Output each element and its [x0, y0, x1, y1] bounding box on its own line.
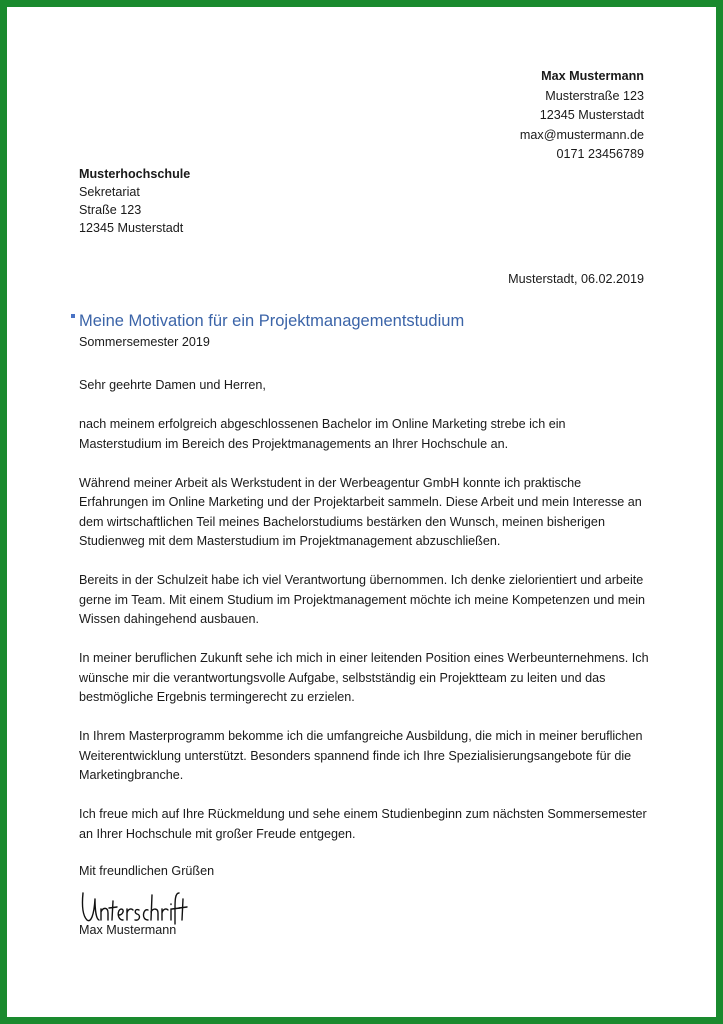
sender-phone: 0171 23456789	[556, 147, 644, 161]
sender-city: 12345 Musterstadt	[539, 108, 644, 122]
sender-name: Max Mustermann	[541, 69, 644, 83]
recipient-name: Musterhochschule	[79, 167, 191, 181]
body-paragraph: In Ihrem Masterprogramm bekomme ich die umfangreiche Ausbildung, die mich in meiner beruflichen Weiterentwicklung unterstützt. Besonders spannend finde ich Ihre Spezialisierungsangebote für die Marketingbranche.	[79, 729, 643, 782]
body-paragraph: Bereits in der Schulzeit habe ich viel Verantwortung übernommen. Ich denke zielorientiert und arbeite gerne im Team. Mit einem Studium im Projektmanagement möchte ich meine Kompetenzen und mein Wissen dahingehend ausbauen.	[79, 573, 646, 626]
subject-subtitle: Sommersemester 2019	[79, 335, 210, 349]
closing-phrase: Mit freundlichen Grüßen	[79, 864, 215, 878]
subject-title: Meine Motivation für ein Projektmanagementstudium	[79, 312, 465, 330]
body-paragraph: Während meiner Arbeit als Werkstudent in der Werbeagentur GmbH konnte ich praktische Erfahrungen im Online Marketing und der Projektarbeit sammeln. Diese Arbeit und mein Interesse an dem wirtschaftlichen Teil meines Bachelorstudiums bestärken den Wunsch, meinen bisherigen Studienweg mit dem Masterstudium im Projektmanagement abzuschließen.	[79, 475, 642, 548]
paragraph-marker-icon	[71, 314, 75, 318]
salutation: Sehr geehrte Damen und Herren,	[79, 378, 266, 392]
recipient-address-block	[79, 165, 190, 237]
letter-page	[7, 7, 716, 1017]
subject-title-line	[79, 312, 464, 331]
subject-block	[79, 312, 464, 349]
body-paragraph: Ich freue mich auf Ihre Rückmeldung und sehe einem Studienbeginn zum nächsten Sommersemester an Ihrer Hochschule mit großer Freude entgegen.	[79, 807, 647, 841]
signed-name: Max Mustermann	[79, 923, 177, 937]
handwritten-signature	[79, 887, 189, 927]
letter-date: Musterstadt, 06.02.2019	[508, 272, 644, 286]
recipient-city: 12345 Musterstadt	[79, 221, 184, 235]
sender-street: Musterstraße 123	[545, 88, 644, 103]
sender-email: max@mustermann.de	[519, 127, 644, 142]
body-paragraph: nach meinem erfolgreich abgeschlossenen Bachelor im Online Marketing strebe ich ein Masterstudium im Bereich des Projektmanagements an Ihrer Hochschule an.	[79, 417, 566, 451]
letter-body	[79, 376, 649, 864]
sender-address-block	[520, 67, 644, 165]
recipient-department: Sekretariat	[79, 185, 140, 199]
body-paragraph: In meiner beruflichen Zukunft sehe ich mich in einer leitenden Position eines Werbeunternehmens. Ich wünsche mir die verantwortungsvolle Aufgabe, selbstständig ein Projektteam zu leiten und das bestmögliche Ergebnis termingerecht zu erzielen.	[79, 651, 649, 704]
recipient-street: Straße 123	[79, 203, 142, 217]
